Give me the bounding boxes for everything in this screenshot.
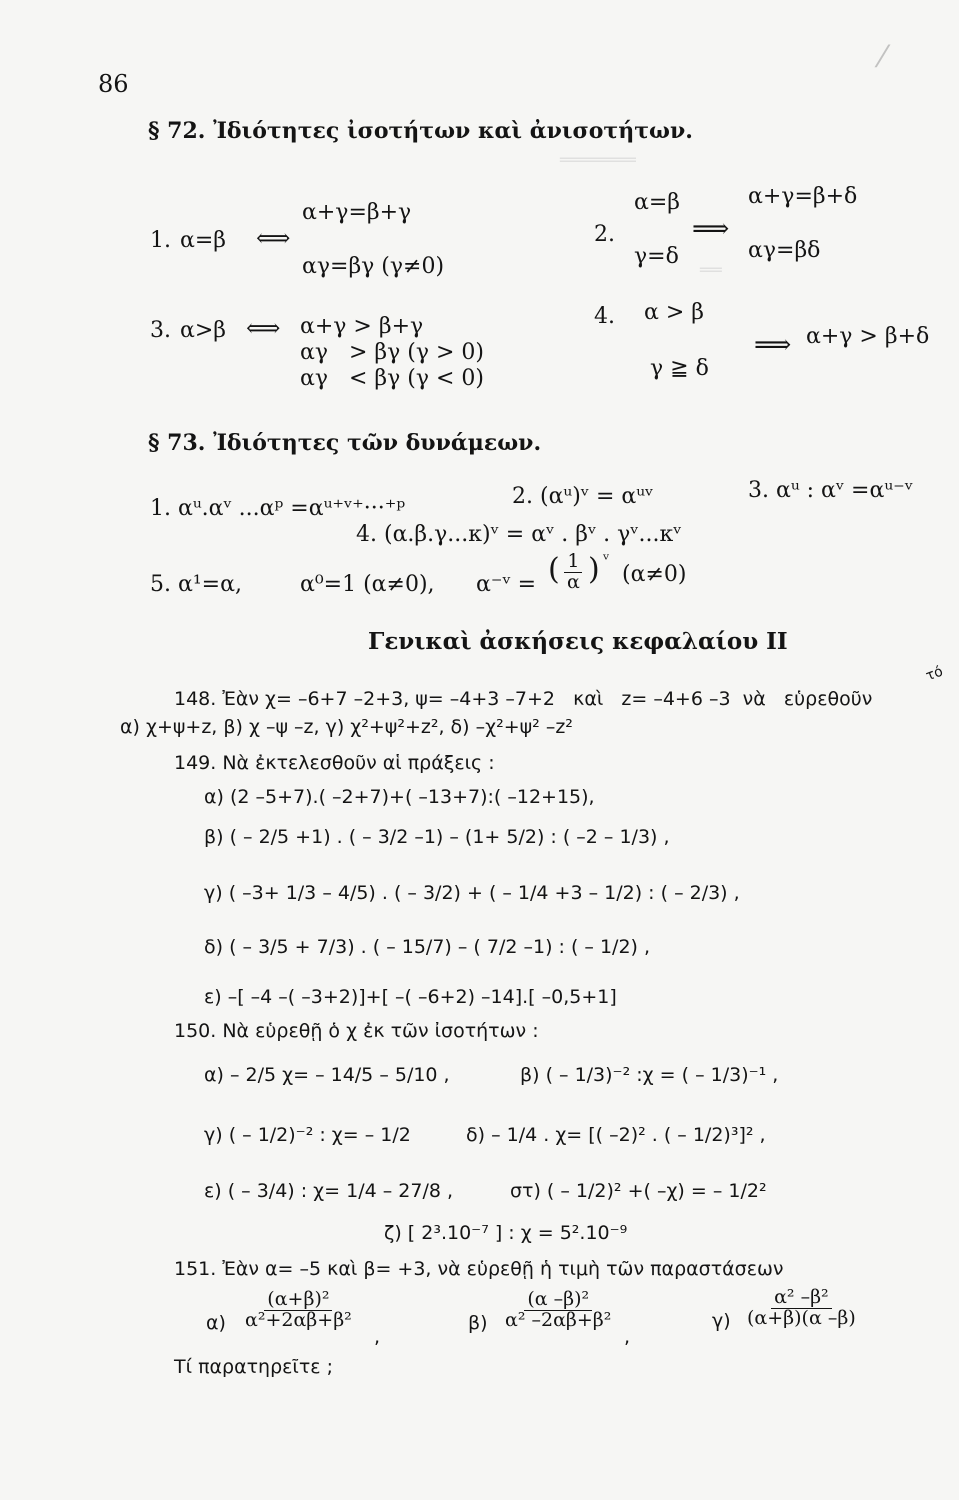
- fraction-numerator: (α+β)²: [264, 1290, 332, 1311]
- implies-arrow-icon: ⟹: [692, 214, 730, 244]
- separator-comma: ,: [624, 1326, 631, 1348]
- prop1-number: 1.: [150, 228, 171, 253]
- exercise-150-d: δ) – 1/4 . χ= [( –2)² . ( – 1/2)³]² ,: [466, 1124, 766, 1146]
- iff-arrow-icon: ⟺: [256, 224, 291, 252]
- exercise-151-c-label: γ): [712, 1310, 731, 1332]
- exercise-148-line2: α) χ+ψ+z, β) χ –ψ –z, γ) χ²+ψ²+z², δ) –χ²+ψ² –z²: [120, 716, 573, 738]
- exercise-151-b-fraction: [500, 1290, 616, 1331]
- prop2-bottom: αγ=βδ: [748, 238, 821, 263]
- bleed-through-mark: ══: [700, 260, 722, 281]
- exercise-151-c-fraction: [742, 1288, 861, 1329]
- prop1-top: α+γ=β+γ: [302, 200, 412, 225]
- prop3-left: α>β: [180, 318, 227, 343]
- exercise-151-b-label: β): [468, 1312, 488, 1334]
- exercise-149-intro: 149. Νὰ ἐκτελεσθοῦν αἱ πράξεις :: [174, 752, 495, 774]
- exercise-150-b: β) ( – 1/3)⁻² :χ = ( – 1/3)⁻¹ ,: [520, 1064, 779, 1086]
- power-property-1: 1. αᵘ.αᵛ ...αᵖ =αᵘ⁺ᵛ⁺···⁺ᵖ: [150, 496, 406, 521]
- exercise-151-a-fraction: [240, 1290, 357, 1331]
- bleed-through-mark: ═══════: [560, 150, 636, 171]
- exercise-149-c: γ) ( –3+ 1/3 – 4/5) . ( – 3/2) + ( – 1/4 +3 – 1/2) : ( – 2/3) ,: [204, 882, 740, 904]
- prop2-a: α=β: [634, 190, 681, 215]
- power-property-5b: α⁰=1 (α≠0),: [300, 572, 435, 597]
- prop1-bottom: αγ=βγ (γ≠0): [302, 254, 445, 279]
- prop3-line1: α+γ > β+γ: [300, 314, 424, 339]
- section-73-title: § 73. Ἰδιότητες τῶν δυνάμεων.: [148, 430, 542, 456]
- power-property-4: 4. (α.β.γ...κ)ᵛ = αᵛ . βᵛ . γᵛ...κᵛ: [356, 522, 682, 547]
- exercise-149-d: δ) ( – 3/5 + 7/3) . ( – 15/7) – ( 7/2 –1) : ( – 1/2) ,: [204, 936, 651, 958]
- prop4-result: α+γ > β+δ: [806, 324, 930, 349]
- exercise-150-a: α) – 2/5 χ= – 14/5 – 5/10 ,: [204, 1064, 450, 1086]
- margin-note: τό: [923, 663, 946, 685]
- separator-comma: ,: [374, 1326, 381, 1348]
- fraction-denominator: α² –2αβ+β²: [505, 1308, 612, 1331]
- prop4-number: 4.: [594, 304, 615, 329]
- closing-question: Τί παρατηρεῖτε ;: [174, 1356, 334, 1378]
- fraction-denominator: (α+β)(α –β): [747, 1306, 856, 1329]
- prop3-number: 3.: [150, 318, 171, 343]
- power-property-5a: 5. α¹=α,: [150, 572, 242, 597]
- fraction-denominator: α: [567, 570, 580, 593]
- fraction-numerator: (α –β)²: [524, 1290, 592, 1311]
- exercise-150-z: ζ) [ 2³.10⁻⁷ ] : χ = 5².10⁻⁹: [384, 1222, 628, 1244]
- exercise-151-a-label: α): [206, 1312, 226, 1334]
- pen-mark: ⁄: [880, 40, 886, 75]
- paren-close: ): [588, 552, 600, 587]
- exercise-151-intro: 151. Ἐὰν α= –5 καὶ β= +3, νὰ εὑρεθῇ ἡ τιμὴ τῶν παραστάσεων: [174, 1258, 784, 1280]
- prop2-top: α+γ=β+δ: [748, 184, 858, 209]
- exercise-150-e: ε) ( – 3/4) : χ= 1/4 – 27/8 ,: [204, 1180, 454, 1202]
- power-exponent: ᵛ: [603, 550, 610, 570]
- exercise-149-a: α) (2 –5+7).( –2+7)+( –13+7):( –12+15),: [204, 786, 595, 808]
- prop1-left: α=β: [180, 228, 227, 253]
- prop4-a: α > β: [644, 300, 704, 325]
- exercise-150-st: στ) ( – 1/2)² +( –χ) = – 1/2²: [510, 1180, 767, 1202]
- prop2-number: 2.: [594, 222, 615, 247]
- power-property-2: 2. (αᵘ)ᵛ = αᵘᵛ: [512, 484, 654, 509]
- power-fraction: [562, 552, 585, 593]
- iff-arrow-icon: ⟺: [246, 314, 281, 342]
- page-number: 86: [98, 70, 129, 98]
- prop3-line3: αγ < βγ (γ < 0): [300, 366, 485, 391]
- exercise-150-intro: 150. Νὰ εὑρεθῇ ὁ χ ἐκ τῶν ἰσοτήτων :: [174, 1020, 539, 1042]
- exercise-149-e: ε) –[ –4 –( –3+2)]+[ –( –6+2) –14].[ –0,5+1]: [204, 986, 617, 1008]
- power-property-5d: (α≠0): [622, 562, 687, 587]
- paren-open: (: [548, 552, 560, 587]
- implies-arrow-icon: ⟹: [754, 330, 792, 360]
- prop3-line2: αγ > βγ (γ > 0): [300, 340, 485, 365]
- power-property-3: 3. αᵘ : αᵛ =αᵘ⁻ᵛ: [748, 478, 913, 503]
- exercise-150-c: γ) ( – 1/2)⁻² : χ= – 1/2: [204, 1124, 411, 1146]
- fraction-denominator: α²+2αβ+β²: [245, 1308, 352, 1331]
- fraction-numerator: 1: [564, 552, 582, 573]
- prop4-b: γ ≧ δ: [650, 356, 709, 381]
- exercise-148-line1: 148. Ἐὰν χ= –6+7 –2+3, ψ= –4+3 –7+2 καὶ z= –4+6 –3 νὰ εὑρεθοῦν: [174, 688, 873, 710]
- fraction-numerator: α² –β²: [771, 1288, 832, 1309]
- section-72-title: § 72. Ἰδιότητες ἰσοτήτων καὶ ἀνισοτήτων.: [148, 118, 693, 144]
- exercise-149-b: β) ( – 2/5 +1) . ( – 3/2 –1) – (1+ 5/2) : ( –2 – 1/3) ,: [204, 826, 670, 848]
- exercises-heading: Γενικαὶ ἀσκήσεις κεφαλαίου ΙΙ: [368, 628, 788, 655]
- power-property-5c: α⁻ᵛ =: [476, 572, 537, 597]
- prop2-b: γ=δ: [634, 244, 679, 269]
